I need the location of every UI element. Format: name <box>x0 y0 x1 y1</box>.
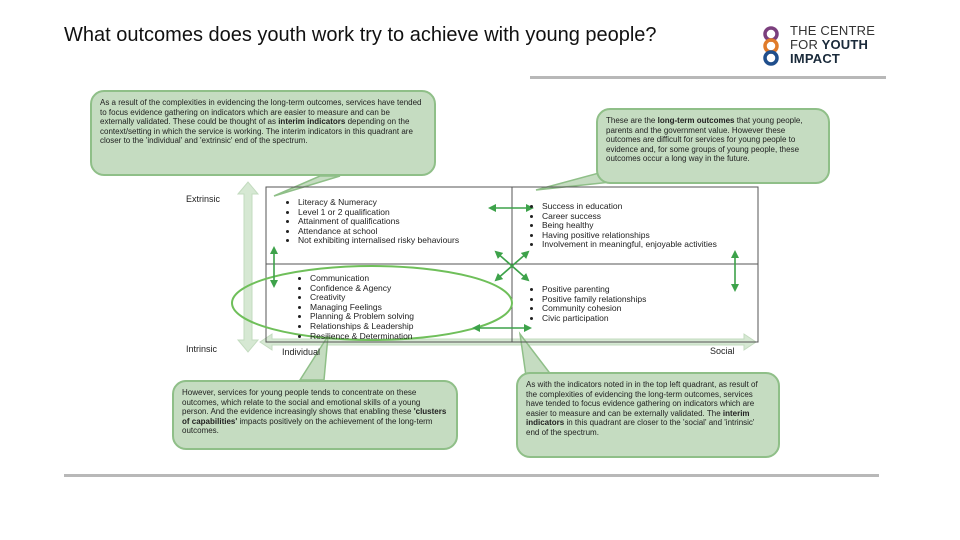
list-item: • Literacy & Numeracy <box>298 198 474 208</box>
quadrant-top-right-list <box>528 202 738 250</box>
list-item: • Positive family relationships <box>542 295 738 305</box>
quadrant-top-left-list <box>284 198 474 246</box>
list-item: • Relationships & Leadership <box>310 322 476 332</box>
logo-line-3: IMPACT <box>790 51 841 66</box>
logo-line-2b: YOUTH <box>821 37 869 52</box>
callout-top-left-bold: interim indicators <box>278 117 346 127</box>
list-item: • Not exhibiting internalised risky behaviours <box>298 236 474 246</box>
logo-line-2a: FOR <box>790 37 819 52</box>
quadrant-bottom-left-list <box>296 274 476 341</box>
vertical-axis-arrow <box>238 182 258 352</box>
list-item: • Attendance at school <box>298 227 474 237</box>
logo-line-1: THE CENTRE <box>790 23 876 38</box>
axis-label-individual: Individual <box>282 347 321 357</box>
list-item: • Planning & Problem solving <box>310 312 476 322</box>
callout-bottom-right <box>516 372 780 458</box>
callout-top-left-text-1: As a result of the complexities in evidencing the long-term outcomes, services have tended to focus evidence gathering on indicators which are easier to measure and can be externally validated. These could be thought of as <box>100 98 422 127</box>
axis-label-intrinsic: Intrinsic <box>186 344 218 354</box>
logo-rings-icon <box>760 26 782 66</box>
list-item: • Involvement in meaningful, enjoyable activities <box>542 240 738 250</box>
callout-bottom-right-text-2: in this quadrant are closer to the 'social' and 'intrinsic' end of the spectrum. <box>526 418 755 437</box>
quadrant-top-right <box>528 202 738 250</box>
quadrant-bottom-right-list <box>528 285 738 323</box>
list-item: • Communication <box>310 274 476 284</box>
callout-bottom-left <box>172 380 458 450</box>
list-item: • Attainment of qualifications <box>298 217 474 227</box>
callout-top-right-bold: long-term outcomes <box>657 116 735 125</box>
centre-for-youth-impact-logo <box>760 24 890 72</box>
callout-top-right-text-2: that young people, parents and the government value. However these outcomes are difficult for services for young people to evidence and, for some groups of young people, these outcomes occur a long way in the future. <box>606 116 803 164</box>
quadrant-bottom-left <box>296 274 476 341</box>
callout-bottom-right-text-1: As with the indicators noted in in the top left quadrant, as result of the complexities of evidencing the long-term outcomes, services have tended to focus evidence gathering on indicators which are easier to measure and can be externally validated. The <box>526 380 758 418</box>
list-item: • Being healthy <box>542 221 738 231</box>
callout-bottom-left-bold: 'clusters of capabilities' <box>182 407 447 426</box>
callout-top-left <box>90 90 436 176</box>
list-item: • Confidence & Agency <box>310 284 476 294</box>
axis-label-extrinsic: Extrinsic <box>186 194 221 204</box>
list-item: • Having positive relationships <box>542 231 738 241</box>
callout-bottom-left-text-1: However, services for young people tends to concentrate on these outcomes, which relate to the social and emotional skills of a young person. And the evidence increasingly shows that enabling these <box>182 388 421 417</box>
axis-label-social: Social <box>710 346 735 356</box>
list-item: • Managing Feelings <box>310 303 476 313</box>
quadrant-top-left <box>284 198 474 246</box>
callout-bottom-left-text-2: impacts positively on the achievement of the long-term outcomes. <box>182 416 433 436</box>
slide-title: What outcomes does youth work try to achieve with young people? <box>64 24 657 46</box>
list-item: • Creativity <box>310 293 476 303</box>
list-item: • Career success <box>542 212 738 222</box>
callout-tail-top-left <box>274 176 340 196</box>
callout-top-right-text-1: These are the <box>606 116 656 125</box>
list-item: • Civic participation <box>542 314 738 324</box>
outcomes-diagram <box>90 86 803 466</box>
callout-top-right <box>596 108 830 184</box>
quadrant-bottom-right <box>528 285 738 323</box>
list-item: • Success in education <box>542 202 738 212</box>
callout-top-left-text-2: depending on the context/setting in which the service is working. The interim indicators in this quadrant are closer to the 'individual' and 'extrinsic' end of the spectrum. <box>100 117 413 146</box>
top-divider <box>530 76 886 79</box>
list-item: • Level 1 or 2 qualification <box>298 208 474 218</box>
list-item: • Positive parenting <box>542 285 738 295</box>
bottom-divider <box>64 474 879 477</box>
list-item: • Community cohesion <box>542 304 738 314</box>
list-item: • Resilience & Determination <box>310 332 476 342</box>
callout-bottom-right-bold: interim indicators <box>526 408 750 428</box>
logo-wordmark <box>790 24 875 66</box>
